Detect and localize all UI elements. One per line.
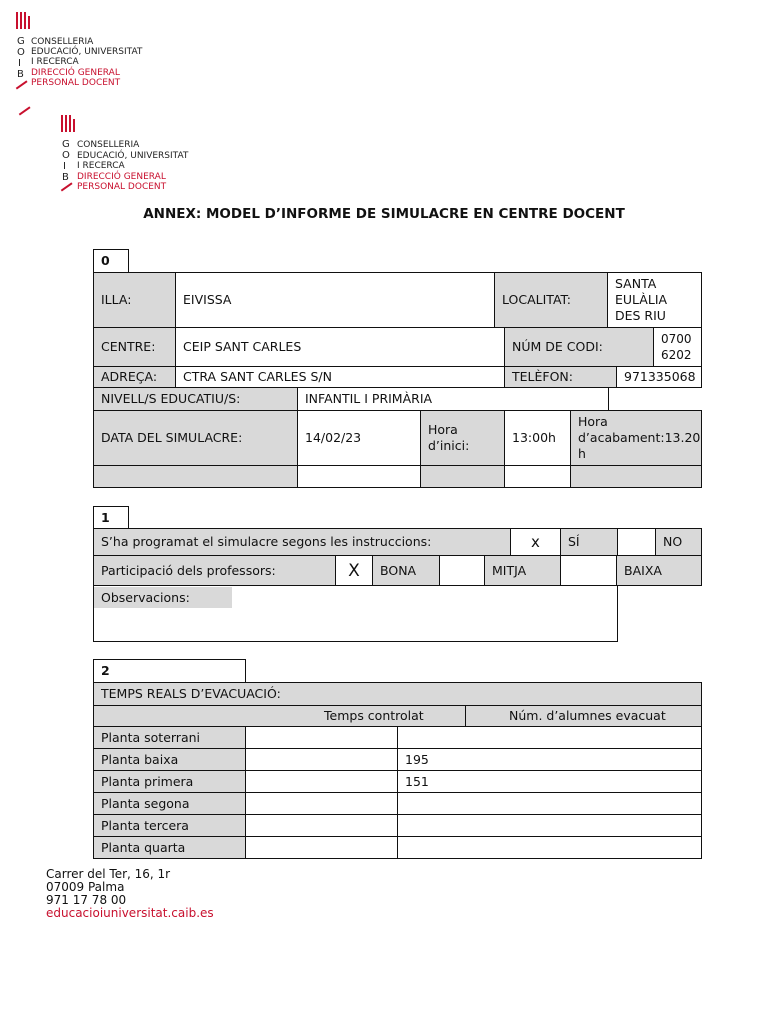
logo-slash-icon (16, 80, 28, 89)
participacio-label: Participació dels professors: (93, 555, 336, 586)
hora-inici-label: Hora d’inici: (420, 410, 505, 466)
illa-value: EIVISSA (175, 272, 495, 328)
si-label: SÍ (560, 528, 618, 556)
planta-name: Planta quarta (93, 836, 246, 859)
logo-line-2: EDUCACIÓ, UNIVERSITAT (31, 47, 143, 57)
planta-temps (245, 792, 398, 815)
hora-inici-value: 13:00h (504, 410, 571, 466)
no-label: NO (655, 528, 702, 556)
empty-row-cell-3 (420, 465, 505, 488)
empty-row-cell-4 (504, 465, 571, 488)
logo-letter-g: G (17, 36, 25, 47)
logo-letter-i: I (63, 161, 66, 172)
illa-label: ILLA: (93, 272, 176, 328)
footer-city: 07009 Palma (46, 880, 125, 894)
programat-mark: x (510, 528, 561, 556)
document-title: ANNEX: MODEL D’INFORME DE SIMULACRE EN CENTRE DOCENT (143, 206, 625, 222)
section-0-number: 0 (93, 249, 129, 273)
logo-line-4: DIRECCIÓ GENERAL (77, 172, 166, 182)
footer-phone: 971 17 78 00 (46, 893, 127, 907)
decorative-slash-icon (19, 106, 31, 115)
mitja-label: MITJA (484, 555, 561, 586)
data-simulacre-value: 14/02/23 (297, 410, 421, 466)
codi-value: 0700 6202 (653, 327, 702, 367)
col-temps-controlat-label: Temps controlat (324, 708, 424, 723)
section-2-number: 2 (93, 659, 246, 683)
logo-letter-o: O (62, 150, 70, 161)
planta-alumnes (397, 836, 702, 859)
logo-letter-o: O (17, 47, 25, 58)
planta-name: Planta baixa (93, 748, 246, 771)
programat-label: S’ha programat el simulacre segons les instruccions: (93, 528, 511, 556)
footer-address: Carrer del Ter, 16, 1r (46, 867, 171, 881)
codi-label: NÚM DE CODI: (504, 327, 654, 367)
mitja-empty (560, 555, 617, 586)
footer (46, 868, 214, 920)
empty-row-cell-1 (93, 465, 298, 488)
planta-temps (245, 814, 398, 837)
adreca-label: ADREÇA: (93, 366, 176, 388)
telefon-label: TELÈFON: (504, 366, 617, 388)
bona-label: BONA (372, 555, 440, 586)
bona-empty (439, 555, 485, 586)
data-simulacre-label: DATA DEL SIMULACRE: (93, 410, 298, 466)
localitat-label: LOCALITAT: (494, 272, 608, 328)
planta-alumnes (397, 814, 702, 837)
planta-name: Planta segona (93, 792, 246, 815)
nivell-value: INFANTIL I PRIMÀRIA (297, 387, 609, 411)
planta-alumnes: 151 (397, 770, 702, 793)
planta-alumnes: 195 (397, 748, 702, 771)
logo-letter-i: I (18, 58, 21, 69)
logo-letter-g: G (62, 139, 70, 150)
baixa-label: BAIXA (616, 555, 702, 586)
logo-line-3: I RECERCA (31, 57, 79, 67)
planta-temps (245, 770, 398, 793)
planta-temps (245, 836, 398, 859)
logo-line-5: PERSONAL DOCENT (31, 78, 121, 88)
col-temps-controlat (93, 705, 466, 727)
logo-line-3: I RECERCA (77, 161, 125, 171)
hora-acabament: Hora d’acabament:13.20 h (570, 410, 702, 466)
col-alumnes-evacuat (465, 705, 702, 727)
logo-letter-b: B (17, 69, 24, 80)
planta-temps (245, 726, 398, 749)
observacions-label: Observacions: (94, 587, 232, 608)
planta-name: Planta primera (93, 770, 246, 793)
nivell-label: NIVELL/S EDUCATIU/S: (93, 387, 298, 411)
empty-row-cell-2 (297, 465, 421, 488)
planta-alumnes (397, 792, 702, 815)
col-alumnes-evacuat-label: Núm. d’alumnes evacuat (509, 708, 666, 723)
footer-web-link[interactable]: educacioiuniversitat.caib.es (46, 906, 214, 920)
logo-line-1: CONSELLERIA (31, 37, 94, 47)
logo-letter-b: B (62, 172, 69, 183)
logo-line-2: EDUCACIÓ, UNIVERSITAT (77, 151, 189, 161)
logo-line-5: PERSONAL DOCENT (77, 182, 167, 192)
centre-label: CENTRE: (93, 327, 176, 367)
telefon-value: 971335068 (616, 366, 702, 388)
planta-name: Planta tercera (93, 814, 246, 837)
planta-name: Planta soterrani (93, 726, 246, 749)
adreca-value: CTRA SANT CARLES S/N (175, 366, 505, 388)
planta-alumnes (397, 726, 702, 749)
empty-row-cell-5 (570, 465, 702, 488)
participacio-mark: X (335, 555, 373, 586)
planta-temps (245, 748, 398, 771)
section-1-number: 1 (93, 506, 129, 529)
centre-value: CEIP SANT CARLES (175, 327, 505, 367)
logo-line-1: CONSELLERIA (77, 140, 140, 150)
logo-slash-icon (61, 182, 73, 191)
localitat-value: SANTA EULÀLIA DES RIU (607, 272, 702, 328)
temps-reals-heading: TEMPS REALS D’EVACUACIÓ: (93, 682, 702, 706)
si-empty (617, 528, 656, 556)
logo-line-4: DIRECCIÓ GENERAL (31, 68, 120, 78)
